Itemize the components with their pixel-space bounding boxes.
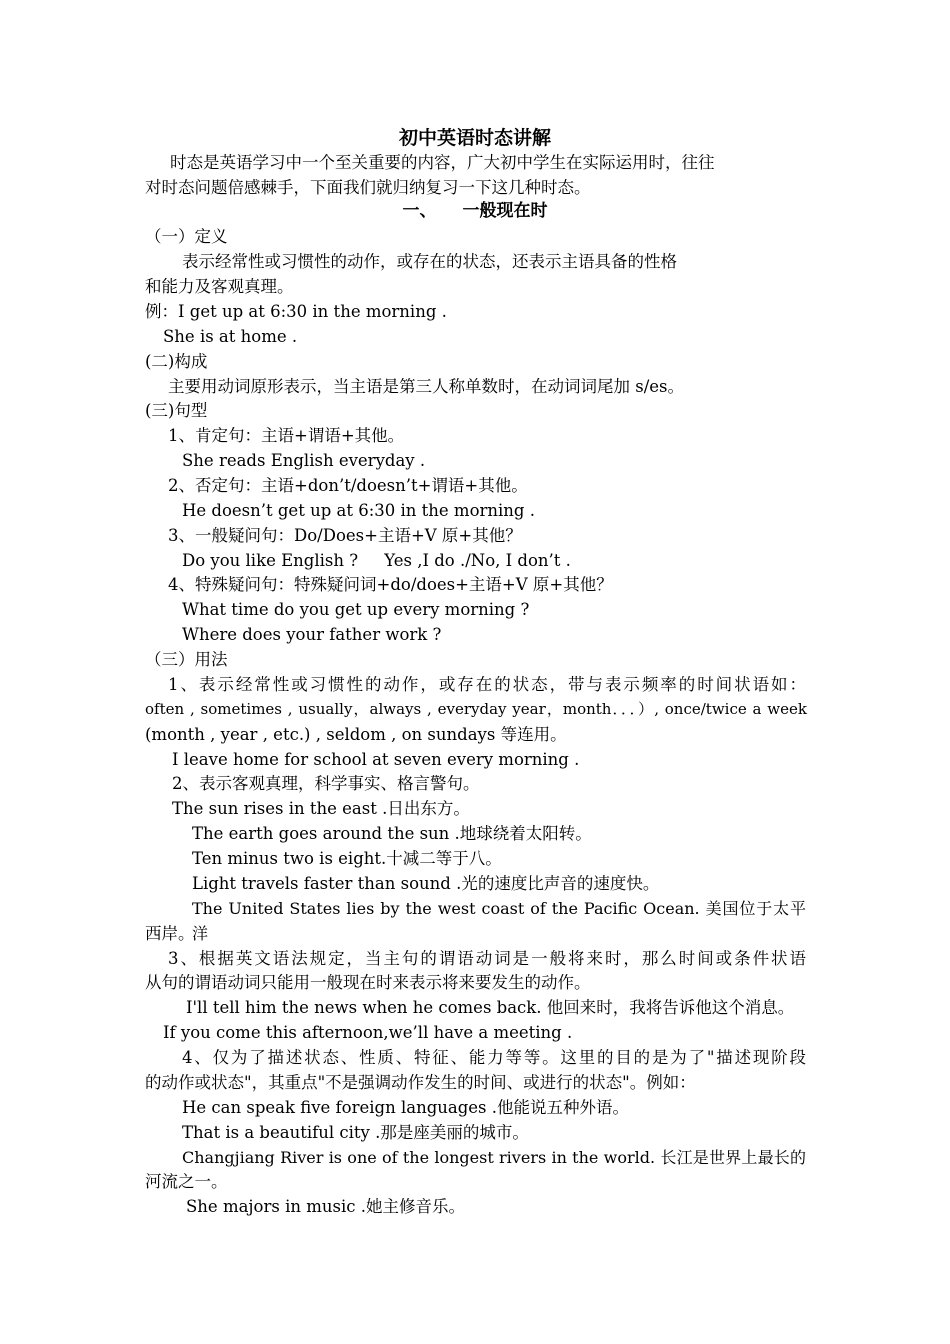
pattern-special-question-example-1: What time do you get up every morning ? (182, 600, 530, 619)
definition-text-1: 表示经常性或习惯性的动作，或存在的状态，还表示主语具备的性格 (182, 252, 677, 271)
usage-2-example-5-line-2: 西岸。 (145, 924, 195, 943)
formation-heading: (二)构成 (145, 352, 208, 371)
usage-3-example-1: I'll tell him the news when he comes back. 他回来时，我将告诉他这个消息。 (186, 998, 795, 1017)
section-title: 一般现在时 (462, 201, 548, 221)
usage-4-example-3-line-2: 河流之一。 (145, 1172, 228, 1191)
usage-2-example-3: Ten minus two is eight.十减二等于八。 (192, 849, 502, 868)
formation-text: 主要用动词原形表示，当主语是第三人称单数时，在动词词尾加 s/es。 (168, 377, 685, 396)
usage-3-line-2: 从句的谓语动词只能用一般现在时来表示将来要发生的动作。 (145, 973, 591, 992)
usage-4-example-2: That is a beautiful city .那是座美丽的城市。 (182, 1123, 529, 1142)
usage-2-example-1: The sun rises in the east .日出东方。 (172, 799, 470, 818)
usage-2: 2、表示客观真理，科学事实、格言警句。 (172, 774, 480, 793)
definition-example-2: She is at home . (163, 327, 298, 346)
patterns-heading: (三)句型 (145, 401, 208, 420)
usage-4-line-1: 4、仅为了描述状态、性质、特征、能力等等。这里的目的是为了"描述现阶段 (182, 1048, 806, 1067)
pattern-special-question: 4、特殊疑问句：特殊疑问词+do/does+主语+V 原+其他？ (168, 575, 613, 594)
usage-heading: （三）用法 (145, 650, 228, 669)
usage-1-line-3: (month , year , etc.) , seldom , on sundays 等连用。 (145, 725, 567, 744)
intro-line-2: 对时态问题倍感棘手，下面我们就归纳复习一下这几种时态。 (145, 178, 591, 197)
usage-1-line-1: 1、表示经常性或习惯性的动作，或存在的状态，带与表示频率的时间状语如： (168, 675, 806, 694)
pattern-affirmative: 1、肯定句：主语+谓语+其他。 (168, 426, 405, 445)
pattern-negative-example: He doesn’t get up at 6:30 in the morning . (182, 501, 535, 520)
usage-4-line-2: 的动作或状态"，其重点"不是强调动作发生的时间、或进行的状态"。例如： (145, 1073, 696, 1092)
usage-3-example-2: If you come this afternoon,we’ll have a meeting . (163, 1023, 573, 1042)
pattern-general-question-example: Do you like English ? Yes ,I do ./No, I don’t . (182, 551, 571, 570)
pattern-special-question-example-2: Where does your father work ? (182, 625, 442, 644)
usage-4-example-4: She majors in music .她主修音乐。 (186, 1197, 465, 1216)
definition-example-1: 例：I get up at 6:30 in the morning . (145, 302, 447, 321)
usage-2-example-4: Light travels faster than sound .光的速度比声音的速度快。 (192, 874, 660, 893)
intro-line-1: 时态是英语学习中一个至关重要的内容，广大初中学生在实际运用时，往往 (170, 153, 715, 172)
usage-4-example-1: He can speak five foreign languages .他能说五种外语。 (182, 1098, 630, 1117)
definition-heading: （一）定义 (145, 227, 228, 246)
usage-2-example-2: The earth goes around the sun .地球绕着太阳转。 (192, 824, 592, 843)
usage-2-example-5-line-1: The United States lies by the west coast of the Pacific Ocean. 美国位于太平洋 (192, 899, 806, 943)
section-heading (0, 199, 950, 224)
usage-4-example-3-line-1: Changjiang River is one of the longest rivers in the world. 长江是世界上最长的 (182, 1148, 806, 1167)
definition-text-2: 和能力及客观真理。 (145, 277, 294, 296)
usage-1-example: I leave home for school at seven every morning . (172, 750, 580, 769)
document-title: 初中英语时态讲解 (398, 127, 551, 149)
section-number: 一、 (402, 201, 437, 221)
pattern-negative: 2、否定句：主语+don’t/doesn’t+谓语+其他。 (168, 476, 528, 495)
pattern-affirmative-example: She reads English everyday . (182, 451, 426, 470)
pattern-general-question: 3、一般疑问句：Do/Does+主语+V 原+其他？ (168, 526, 522, 545)
usage-3-line-1: 3、根据英文语法规定，当主句的谓语动词是一般将来时，那么时间或条件状语 (168, 949, 806, 968)
usage-1-line-2: often , sometimes , usually，always , everyday year，month．．．）, once/twice a week (145, 700, 807, 718)
